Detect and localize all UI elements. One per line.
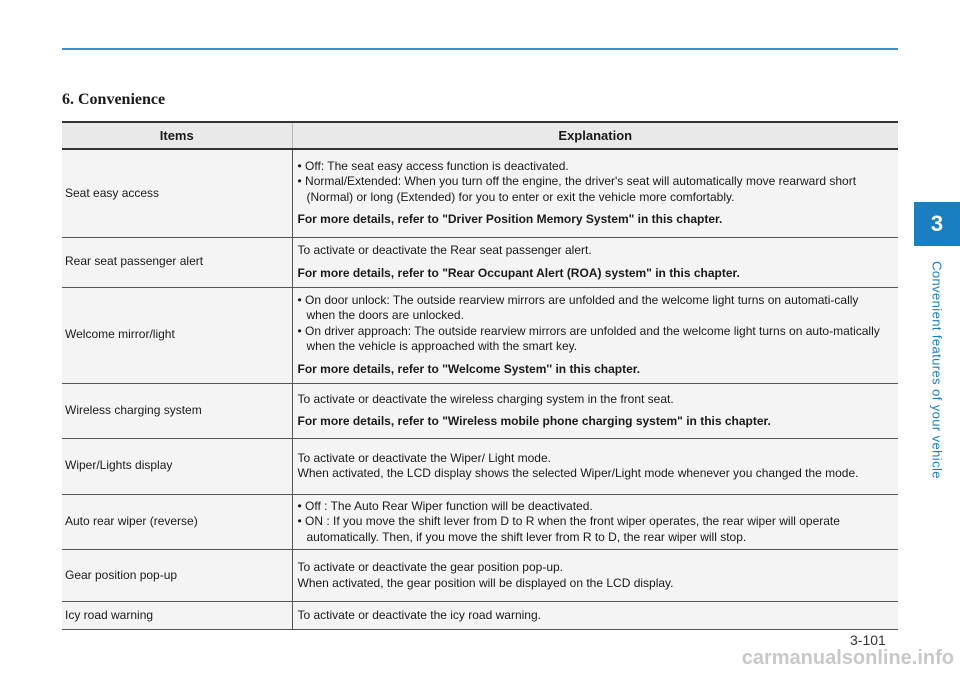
table-row bbox=[62, 383, 898, 438]
bullet: • Off: The seat easy access function is deactivated. bbox=[297, 158, 569, 173]
line: To activate or deactivate the gear position pop-up. bbox=[297, 560, 563, 574]
row-explanation bbox=[292, 438, 898, 494]
row-explanation bbox=[292, 149, 898, 237]
bullet: • ON : If you move the shift lever from D to R when the front wiper operates, the rear wiper will operate automatically. Then, if you move the shift lever from R to D, the rear wiper will stop. bbox=[297, 514, 840, 544]
line: To activate or deactivate the Wiper/ Light mode. bbox=[297, 450, 551, 465]
chapter-label: Convenient features of your vehicle bbox=[929, 261, 945, 479]
table-row bbox=[62, 287, 898, 383]
table-header-row bbox=[62, 122, 898, 149]
bullet: • Normal/Extended: When you turn off the engine, the driver's seat will automatically move rearward short (Normal) or long (Extended) for you to enter or exit the vehicle more comfortably. bbox=[297, 174, 857, 204]
table-row bbox=[62, 438, 898, 494]
row-item: Gear position pop-up bbox=[62, 550, 292, 602]
reference-note: For more details, refer to ''Welcome System'' in this chapter. bbox=[297, 361, 641, 376]
row-item: Rear seat passenger alert bbox=[62, 237, 292, 287]
row-item: Welcome mirror/light bbox=[62, 287, 292, 383]
chapter-tab: 3 bbox=[914, 202, 960, 246]
header-items: Items bbox=[62, 122, 292, 149]
reference-note: For more details, refer to "Driver Position Memory System" in this chapter. bbox=[297, 212, 723, 227]
header-explanation: Explanation bbox=[292, 122, 898, 149]
bullet: • On driver approach: The outside rearview mirrors are unfolded and the welcome light turns on auto-matically when the vehicle is approached with the smart key. bbox=[297, 323, 880, 354]
row-explanation bbox=[292, 383, 898, 438]
convenience-table bbox=[62, 121, 898, 630]
table-row bbox=[62, 237, 898, 287]
row-item: Wiper/Lights display bbox=[62, 438, 292, 494]
row-item: Wireless charging system bbox=[62, 383, 292, 438]
reference-note: For more details, refer to "Wireless mobile phone charging system" in this chapter. bbox=[297, 414, 771, 428]
row-item: Icy road warning bbox=[62, 602, 292, 630]
line: To activate or deactivate the Rear seat passenger alert. bbox=[297, 243, 592, 257]
row-explanation bbox=[292, 550, 898, 602]
section-title: 6. Convenience bbox=[62, 91, 166, 108]
table-row bbox=[62, 149, 898, 237]
page-number: 3-101 bbox=[850, 632, 886, 648]
line: To activate or deactivate the icy road warning. bbox=[297, 607, 541, 622]
reference-note: For more details, refer to "Rear Occupant Alert (ROA) system" in this chapter. bbox=[297, 265, 740, 280]
bullet: • On door unlock: The outside rearview mirrors are unfolded and the welcome light turns on automati-cally when the doors are unlocked. bbox=[297, 292, 859, 323]
bullet: • Off : The Auto Rear Wiper function will be deactivated. bbox=[297, 498, 593, 513]
watermark: carmanualsonline.info bbox=[741, 647, 954, 669]
line: When activated, the gear position will be displayed on the LCD display. bbox=[297, 575, 674, 590]
row-item: Auto rear wiper (reverse) bbox=[62, 494, 292, 550]
table-row bbox=[62, 602, 898, 630]
row-item: Seat easy access bbox=[62, 149, 292, 237]
top-rule bbox=[62, 48, 898, 50]
row-explanation bbox=[292, 602, 898, 630]
line: When activated, the LCD display shows the selected Wiper/Light mode whenever you changed the mode. bbox=[297, 466, 859, 480]
row-explanation bbox=[292, 494, 898, 550]
row-explanation bbox=[292, 237, 898, 287]
row-explanation bbox=[292, 287, 898, 383]
table-row bbox=[62, 550, 898, 602]
line: To activate or deactivate the wireless charging system in the front seat. bbox=[297, 391, 674, 406]
table-row bbox=[62, 494, 898, 550]
